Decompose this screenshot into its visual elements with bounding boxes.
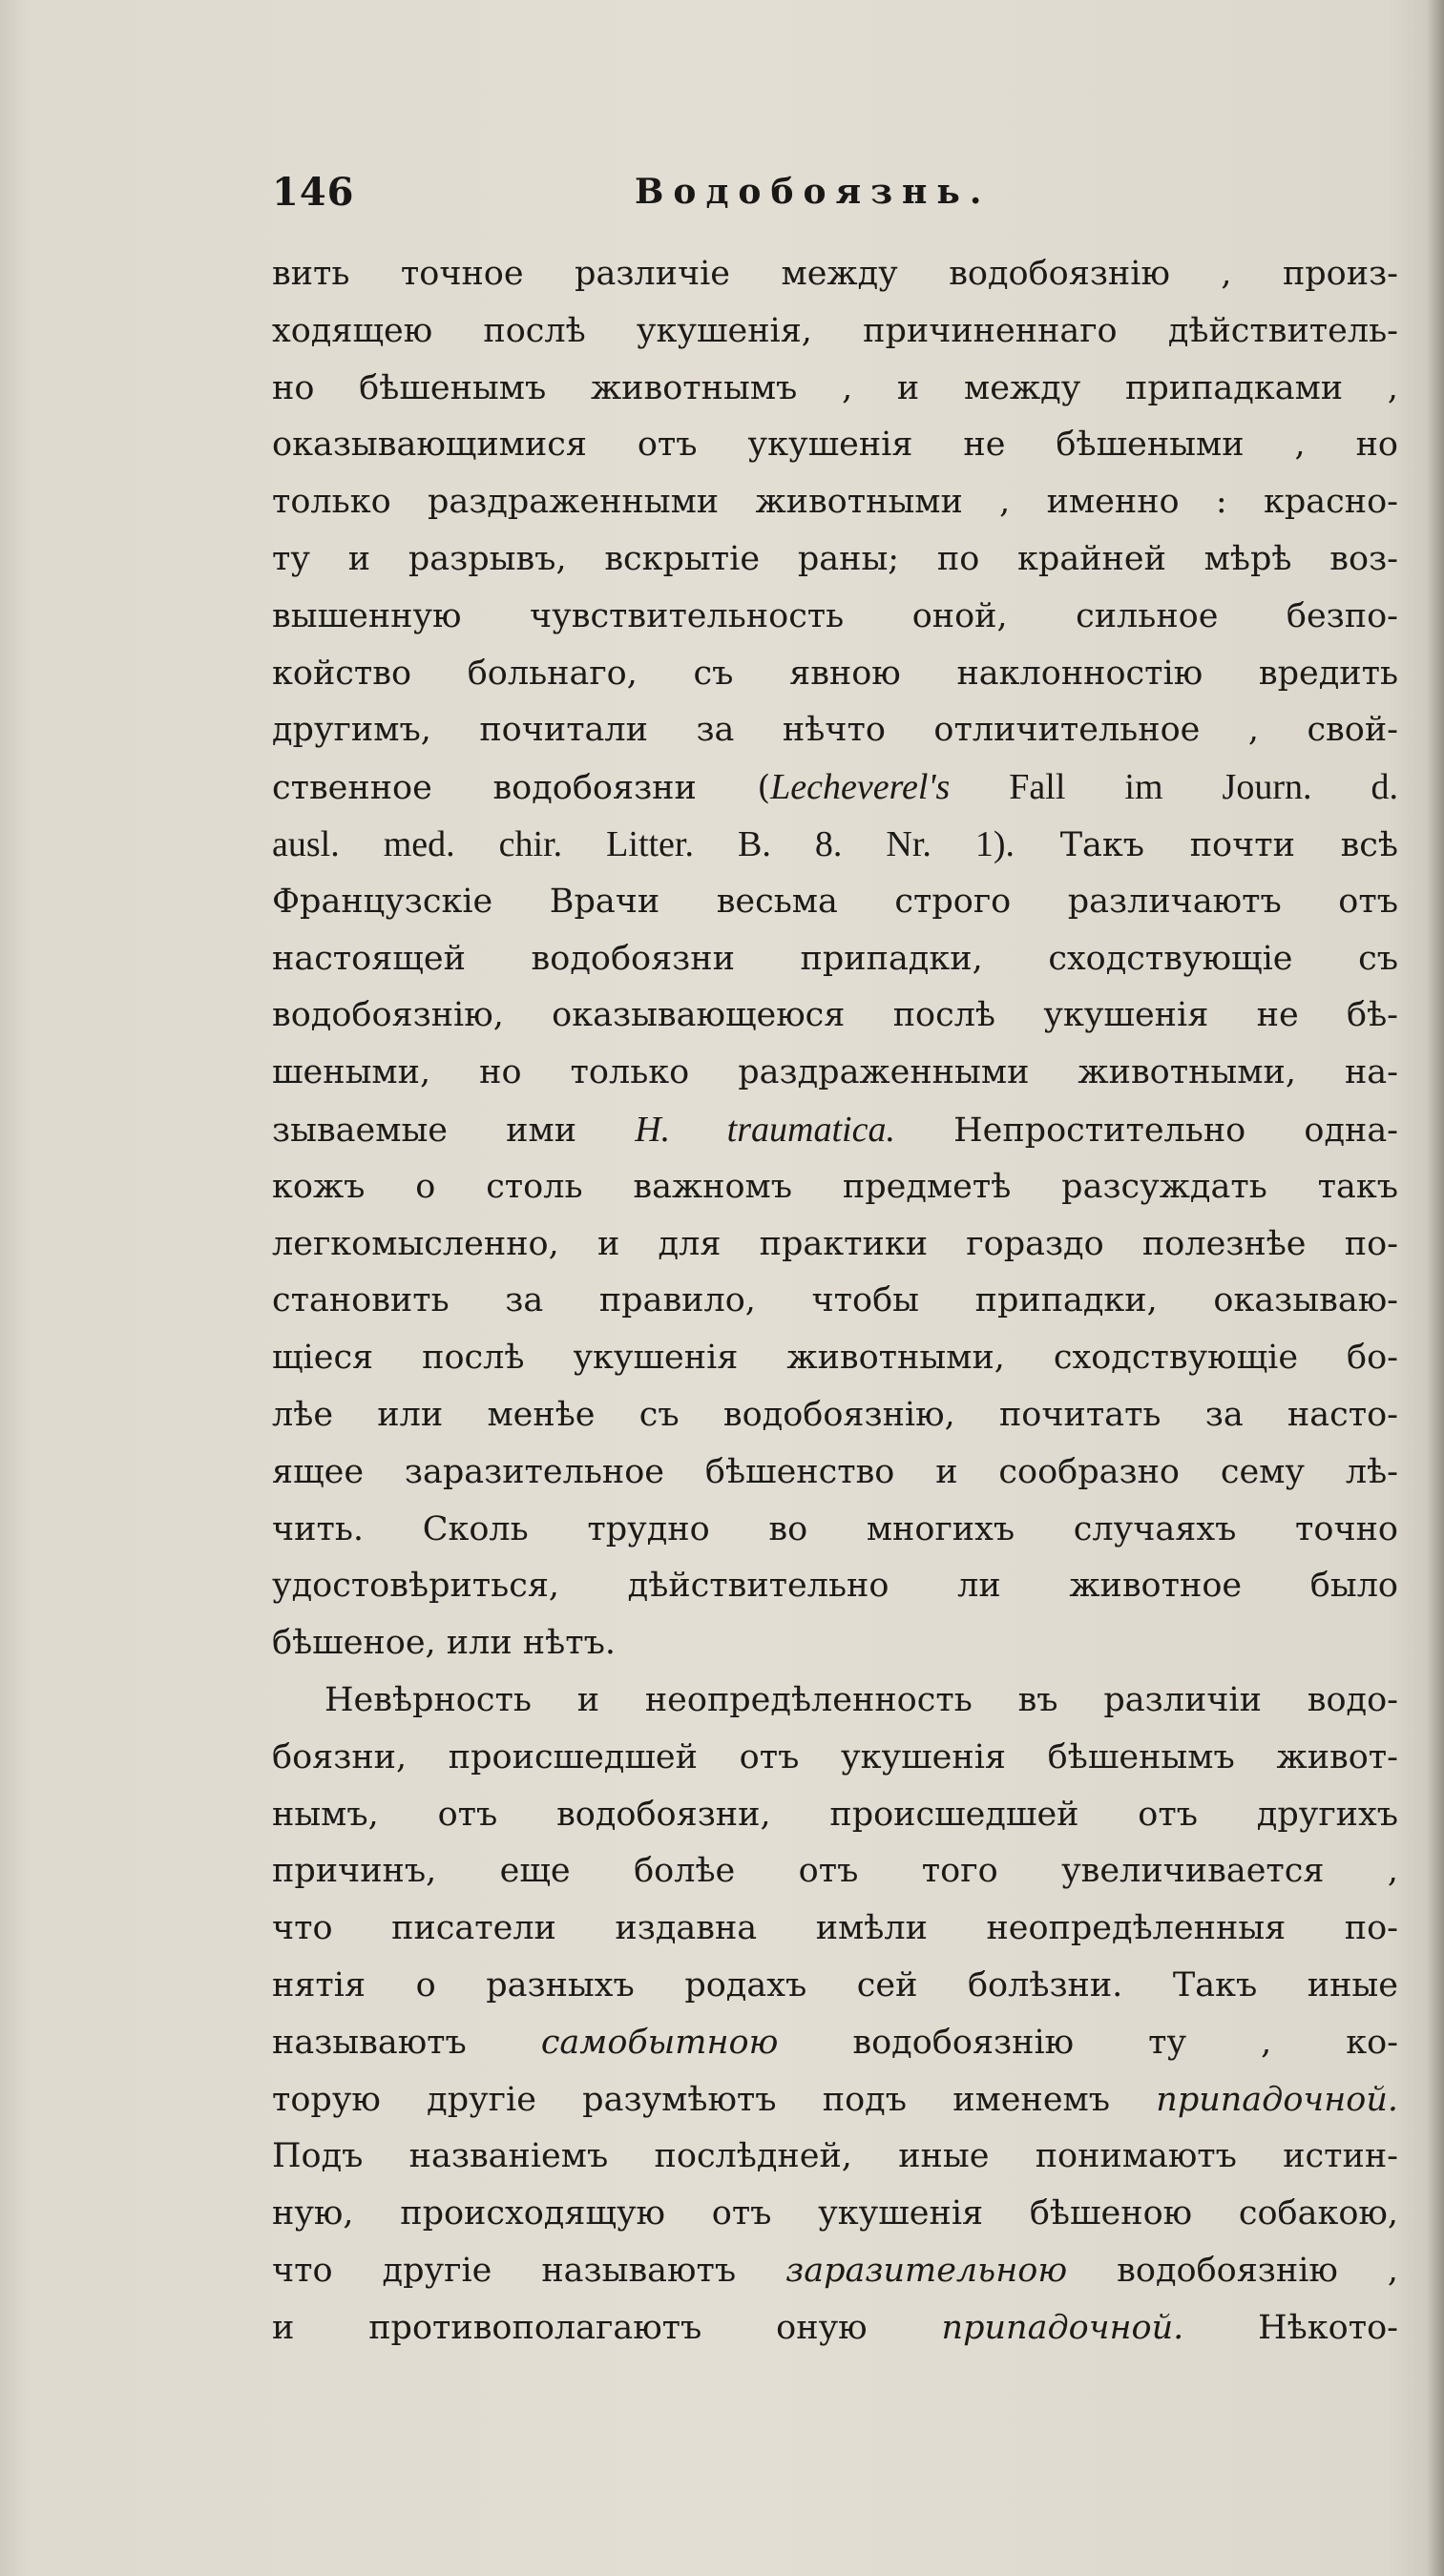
page-header [272,170,1398,227]
text-segment: Французскіе Врачи весьма строго различаютъ отъ [272,882,1398,921]
text-segment: причинъ, еще болѣе отъ того увеличивается , [272,1852,1398,1891]
text-segment: вышенную чувствительность оной, сильное безпо- [272,596,1398,635]
text-line [272,2015,1398,2072]
text-segment: койство больнаго, съ явною наклонностію вредить [272,654,1398,693]
text-segment: Непростительно одна- [894,1111,1399,1150]
text-line [272,2243,1398,2300]
text-line [272,1159,1398,1216]
text-segment: легкомысленно, и для практики гораздо полезнѣе по- [272,1224,1398,1263]
text-segment: ящее заразительное бѣшенство и сообразно сему лѣ- [272,1452,1398,1491]
text-line [272,2300,1398,2358]
text-segment: заразительною [785,2251,1068,2290]
text-segment: настоящей водобоязни припадки, сходствующіе съ [272,939,1398,978]
text-line [272,2186,1398,2243]
text-line [272,1102,1398,1159]
text-segment: вить точное различіе между водобоязнію , произ- [272,255,1398,293]
text-segment: удостовѣриться, дѣйствительно ли животное было [272,1567,1398,1606]
text-line [272,817,1398,874]
text-line [272,531,1398,589]
text-segment: только раздраженными животными , именно : красно- [272,483,1398,522]
text-segment: бѣшеное, или нѣтъ. [272,1624,616,1663]
text-line [272,759,1398,817]
text-segment: припадочной. [1156,2080,1398,2119]
text-line [272,2129,1398,2186]
text-line [272,1787,1398,1844]
text-segment: щіеся послѣ укушенія животными, сходствующіе бо- [272,1339,1398,1378]
text-segment: зываемые ими [272,1111,636,1150]
text-line [272,246,1398,303]
text-line [272,702,1398,759]
text-line [272,1502,1398,1559]
text-line [272,646,1398,703]
text-line [272,1387,1398,1444]
text-segment: лѣе или менѣе съ водобоязнію, почитать за насто- [272,1395,1398,1434]
text-segment: и противополагаютъ оную [272,2308,942,2347]
text-line [272,1958,1398,2015]
text-line [272,1615,1398,1672]
text-segment: водобоязнію , [1067,2251,1398,2290]
text-line [272,1901,1398,1958]
text-segment: но бѣшенымъ животнымъ , и между припадками , [272,368,1398,407]
text-segment: H. traumatica. [635,1109,895,1150]
text-line [272,303,1398,361]
text-segment: что писатели издавна имѣли неопредѣленныя по- [272,1909,1398,1948]
text-line [272,1045,1398,1102]
text-line [272,589,1398,646]
text-line [272,1444,1398,1502]
text-line [272,361,1398,418]
page-edge-shadow [1427,0,1444,2576]
text-segment: ту и разрывъ, вскрытіе раны; по крайней мѣрѣ воз- [272,539,1398,578]
text-line [272,987,1398,1045]
text-line [272,2072,1398,2129]
text-line [272,417,1398,474]
text-segment: становить за правило, чтобы припадки, оказываю- [272,1281,1398,1320]
text-line [272,1730,1398,1787]
text-segment: Подъ названіемъ послѣдней, иные понимаютъ истин- [272,2137,1398,2176]
text-line [272,474,1398,531]
text-segment: Fall im Journ. d. [950,767,1398,808]
text-segment: что другіе называютъ [272,2251,786,2290]
text-line [272,931,1398,988]
text-segment: нятія о разныхъ родахъ сей болѣзни. Такъ иные [272,1965,1398,2005]
text-segment: Нѣкото- [1183,2308,1398,2347]
text-segment: кожъ о столь важномъ предметѣ разсуждать такъ [272,1167,1398,1206]
body-text [272,246,1398,2357]
text-line [272,1330,1398,1387]
text-line [272,874,1398,931]
text-segment: боязни, происшедшей отъ укушенія бѣшенымъ живот- [272,1737,1398,1776]
text-segment: водобоязнію ту , ко- [778,2023,1398,2062]
text-segment: ходящею послѣ укушенія, причиненнаго дѣйствитель- [272,311,1398,350]
text-segment: ную, происходящую отъ укушенія бѣшеною собакою, [272,2194,1398,2233]
text-segment: водобоязнію, оказывающеюся послѣ укушенія не бѣ- [272,996,1398,1035]
text-segment: самобытною [540,2023,779,2062]
text-line [272,1273,1398,1330]
text-line [272,1672,1398,1730]
text-line [272,1216,1398,1274]
running-title: Водобоязнь. [635,172,992,212]
text-segment: Такъ почти всѣ [1015,825,1398,864]
text-segment: ausl. med. chir. Litter. B. 8. Nr. 1). [272,823,1015,864]
text-segment: Невѣрность и неопредѣленность въ различіи водо- [324,1680,1398,1719]
text-segment: другимъ, почитали за нѣчто отличительное , свой- [272,711,1398,750]
text-segment: ственное водобоязни ( [272,769,771,808]
text-line [272,1558,1398,1615]
text-segment: шеными, но только раздраженными животными, на- [272,1053,1398,1092]
text-segment: чить. Сколь трудно во многихъ случаяхъ точно [272,1509,1398,1548]
text-segment: припадочной. [941,2308,1184,2347]
text-segment: называютъ [272,2023,541,2062]
page-number: 146 [272,170,355,215]
text-segment: торую другіе разумѣютъ подъ именемъ [272,2080,1157,2119]
text-segment: оказывающимися отъ укушенія не бѣшеными , но [272,426,1398,465]
text-segment: Lecheverel's [770,767,951,808]
text-line [272,1843,1398,1901]
text-segment: нымъ, отъ водобоязни, происшедшей отъ другихъ [272,1795,1398,1834]
